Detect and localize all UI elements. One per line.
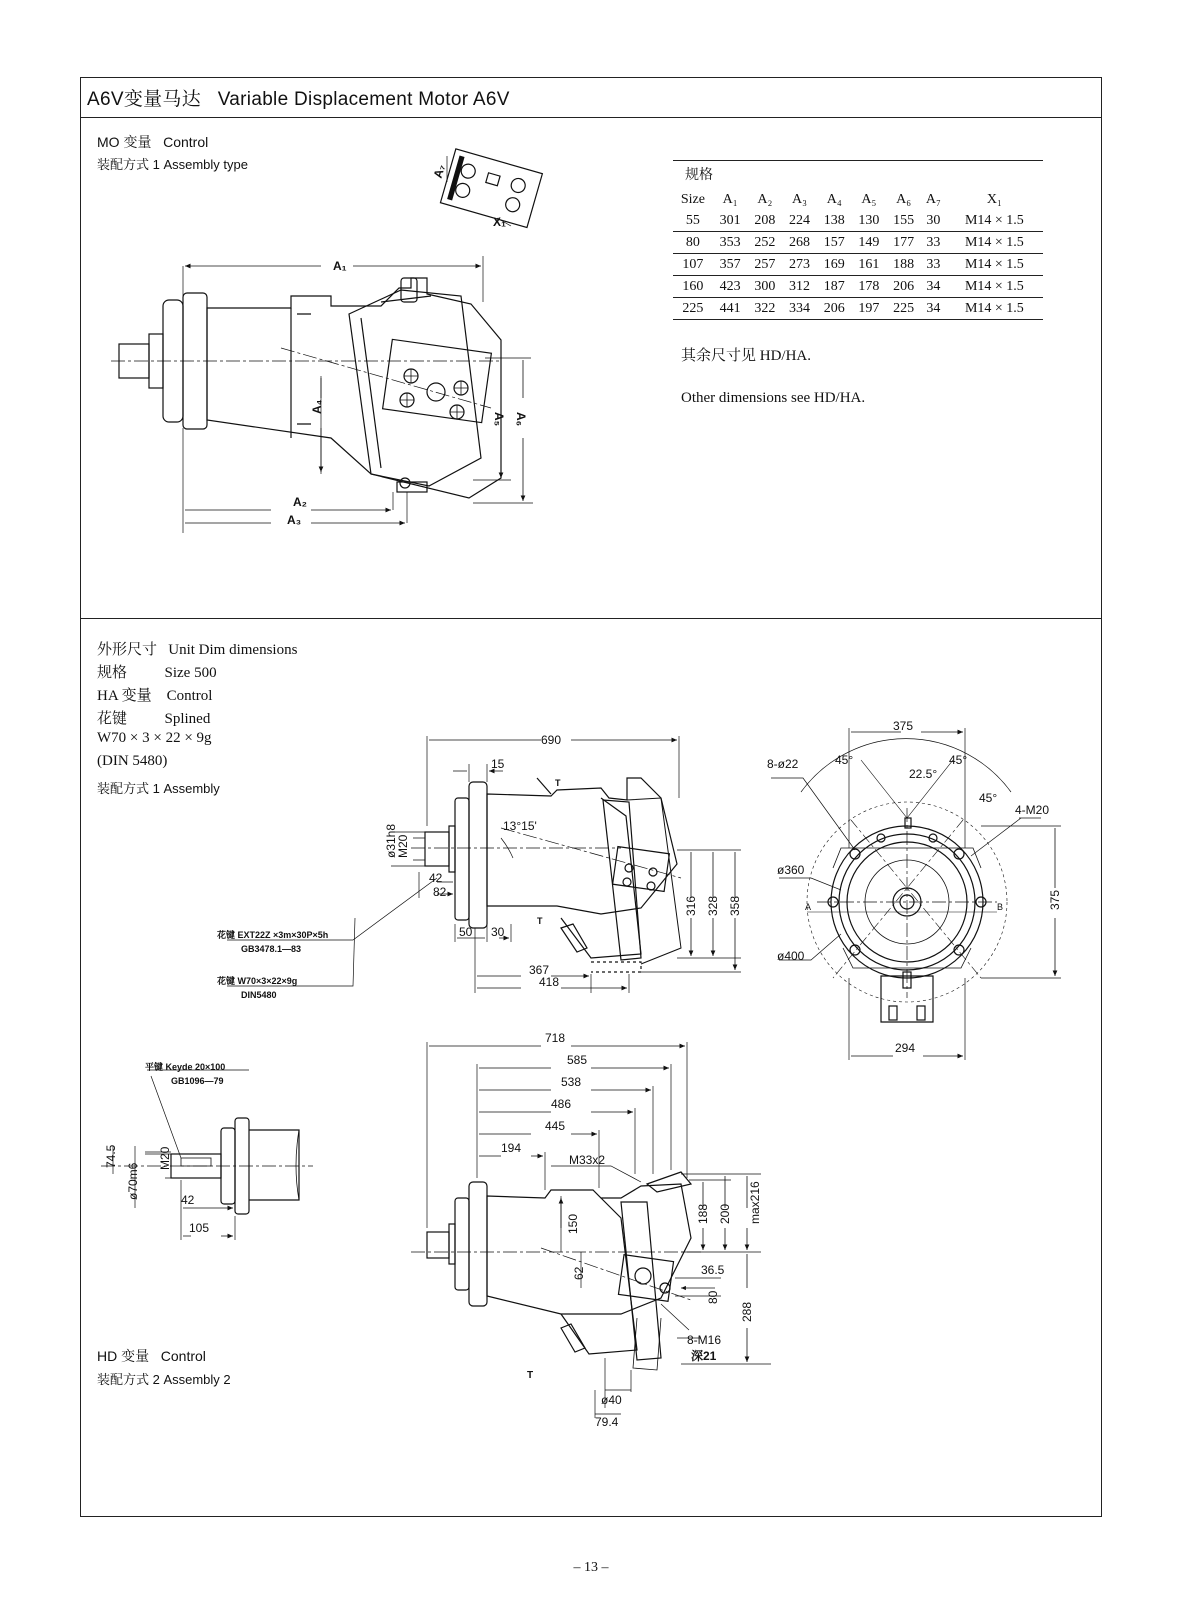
hd-motor-drawing xyxy=(411,1042,771,1418)
cell: 149 xyxy=(852,232,887,254)
hd-assembly-label: 装配方式 2 Assembly 2 xyxy=(97,1372,231,1387)
din-label: (DIN 5480) xyxy=(97,753,168,769)
spline-note-std: DIN5480 xyxy=(241,990,277,1000)
cell: 334 xyxy=(782,298,817,320)
cell: 197 xyxy=(852,298,887,320)
dim-375-top: 375 xyxy=(893,719,914,733)
cell: 33 xyxy=(921,232,946,254)
dim-80: 80 xyxy=(706,1290,720,1304)
dim-42: 42 xyxy=(429,871,443,885)
table-caption: 规格 xyxy=(685,168,713,183)
angle-45: 45° xyxy=(835,753,854,767)
dim-phi40: ø40 xyxy=(601,1393,622,1407)
dim-a7: A₇ xyxy=(430,162,448,180)
dim-phi360: ø360 xyxy=(777,863,805,877)
cell: 34 xyxy=(921,276,946,298)
note-cn: 其余尺寸见 HD/HA. xyxy=(681,348,811,364)
ha-motor-drawing xyxy=(227,736,741,993)
cell: 161 xyxy=(852,254,887,276)
depth-label: 深21 xyxy=(691,1349,717,1363)
cell: 107 xyxy=(673,254,713,276)
dim-690: 690 xyxy=(541,733,562,747)
page-frame xyxy=(80,77,1102,1517)
dim-418: 418 xyxy=(539,975,560,989)
thread-m33: M33x2 xyxy=(569,1153,606,1167)
dim-718: 718 xyxy=(545,1031,566,1045)
dim-194: 194 xyxy=(501,1141,522,1155)
page-title: A6V变量马达 Variable Displacement Motor A6V xyxy=(87,89,510,110)
angle-45: 45° xyxy=(979,791,998,805)
dim-a4: A₄ xyxy=(310,399,324,414)
cell: M14 × 1.5 xyxy=(946,232,1043,254)
header-cell: A₄ xyxy=(826,192,842,207)
cell: 273 xyxy=(782,254,817,276)
cell: 224 xyxy=(782,210,817,232)
dim-max216: max216 xyxy=(748,1181,762,1224)
cell: 312 xyxy=(782,276,817,298)
cell: 169 xyxy=(817,254,852,276)
thread-m16: 8-M16 xyxy=(687,1333,722,1347)
cell: 155 xyxy=(886,210,921,232)
cell: 268 xyxy=(782,232,817,254)
header-cell: A₁ xyxy=(722,192,738,207)
hd-control-label: HD 变量 Control xyxy=(97,1348,206,1364)
dim-a6: A₆ xyxy=(514,412,528,427)
dim-a5: A₅ xyxy=(492,412,506,427)
header-cell: X₁ xyxy=(986,192,1002,207)
assembly1-label: 装配方式 1 Assembly xyxy=(97,781,220,796)
cell: 33 xyxy=(921,254,946,276)
cell: 322 xyxy=(748,298,783,320)
header-cell: A₇ xyxy=(925,192,941,207)
dim-36-5: 36.5 xyxy=(701,1263,725,1277)
cell: 225 xyxy=(886,298,921,320)
key-std-label: GB1096—79 xyxy=(171,1076,224,1086)
size-label: 规格 Size 500 xyxy=(97,665,217,681)
page-number: – 13 – xyxy=(573,1560,609,1575)
cell: 441 xyxy=(713,298,748,320)
dim-294: 294 xyxy=(895,1041,916,1055)
dim-150: 150 xyxy=(566,1213,580,1234)
dim-288: 288 xyxy=(740,1301,754,1322)
dim-30: 30 xyxy=(491,925,505,939)
cell: M14 × 1.5 xyxy=(946,298,1043,320)
cell: 353 xyxy=(713,232,748,254)
header-cell: Size xyxy=(680,192,705,207)
cell: 225 xyxy=(673,298,713,320)
dim-486: 486 xyxy=(551,1097,572,1111)
dim-105: 105 xyxy=(189,1221,210,1235)
header-cell: A₃ xyxy=(792,192,808,207)
dim-a1: A₁ xyxy=(333,259,347,273)
dim-m20: M20 xyxy=(396,834,410,858)
mo-control-label: MO 变量 Control xyxy=(97,134,209,150)
cell: 357 xyxy=(713,254,748,276)
dim-15: 15 xyxy=(491,757,505,771)
cell: 30 xyxy=(921,210,946,232)
spline-note: 花键 EXT22Z ×3m×30P×5h xyxy=(217,930,329,940)
spline-spec: W70 × 3 × 22 × 9g xyxy=(97,730,212,746)
cell: 138 xyxy=(817,210,852,232)
technical-drawings xyxy=(81,78,1103,1518)
cell: 177 xyxy=(886,232,921,254)
dim-x1: X₁ xyxy=(493,215,506,229)
mo-motor-drawing xyxy=(111,149,542,533)
dim-82: 82 xyxy=(433,885,447,899)
dim-585: 585 xyxy=(567,1053,588,1067)
cell: 130 xyxy=(852,210,887,232)
dim-a3: A₃ xyxy=(287,513,302,527)
threads-label: 4-M20 xyxy=(1015,803,1050,817)
port-t-label: T xyxy=(527,1370,534,1381)
cell: 206 xyxy=(817,298,852,320)
ha-control-label: HA 变量 Control xyxy=(97,688,213,704)
dim-328: 328 xyxy=(706,895,720,916)
cell: 423 xyxy=(713,276,748,298)
cell: 178 xyxy=(852,276,887,298)
key-label: 平键 Keyde 20×100 xyxy=(145,1062,226,1072)
cell: 300 xyxy=(748,276,783,298)
cell: M14 × 1.5 xyxy=(946,276,1043,298)
spline-note: 花键 W70×3×22×9g xyxy=(217,976,298,986)
dim-367: 367 xyxy=(529,963,550,977)
dim-m20: M20 xyxy=(158,1146,172,1170)
cell: 301 xyxy=(713,210,748,232)
spline-note-std: GB3478.1—83 xyxy=(241,944,302,954)
dim-angle: 13°15' xyxy=(503,819,537,833)
port-t-label: T xyxy=(537,916,543,926)
dim-phi70: ø70m6 xyxy=(126,1162,140,1200)
dim-phi400: ø400 xyxy=(777,949,805,963)
dim-188: 188 xyxy=(696,1203,710,1224)
dim-a2: A₂ xyxy=(293,495,307,509)
section-a-label: A xyxy=(805,902,812,912)
cell: 187 xyxy=(817,276,852,298)
dim-74-5: 74.5 xyxy=(104,1144,118,1168)
cell: M14 × 1.5 xyxy=(946,254,1043,276)
header-cell: A₂ xyxy=(757,192,773,207)
dim-62: 62 xyxy=(572,1266,586,1280)
cell: 257 xyxy=(748,254,783,276)
angle-22-5: 22.5° xyxy=(909,767,938,781)
cell: 252 xyxy=(748,232,783,254)
note-en: Other dimensions see HD/HA. xyxy=(681,390,866,406)
splined-label: 花键 Splined xyxy=(97,711,211,727)
cell: 34 xyxy=(921,298,946,320)
dim-79-4: 79.4 xyxy=(595,1415,619,1429)
header-cell: A₅ xyxy=(861,192,877,207)
holes-label: 8-ø22 xyxy=(767,757,799,771)
dim-label: 外形尺寸 Unit Dim dimensions xyxy=(97,642,298,658)
cell: 55 xyxy=(673,210,713,232)
port-t-label: T xyxy=(555,778,561,788)
keyed-shaft-drawing xyxy=(101,1070,313,1240)
cell: 208 xyxy=(748,210,783,232)
dim-445: 445 xyxy=(545,1119,566,1133)
cell: 157 xyxy=(817,232,852,254)
dim-316: 316 xyxy=(684,895,698,916)
dim-50: 50 xyxy=(459,925,473,939)
dim-200: 200 xyxy=(718,1203,732,1224)
cell: 188 xyxy=(886,254,921,276)
mo-assembly-label: 装配方式 1 Assembly type xyxy=(97,157,248,172)
dim-phi31: ø31h8 xyxy=(384,823,398,858)
cell: M14 × 1.5 xyxy=(946,210,1043,232)
header-cell: A₆ xyxy=(896,192,912,207)
dim-538: 538 xyxy=(561,1075,582,1089)
angle-45: 45° xyxy=(949,753,968,767)
cell: 206 xyxy=(886,276,921,298)
dim-42: 42 xyxy=(181,1193,195,1207)
dim-375-right: 375 xyxy=(1048,889,1062,910)
cell: 160 xyxy=(673,276,713,298)
dim-358: 358 xyxy=(728,895,742,916)
section-b-label: B xyxy=(997,902,1004,912)
cell: 80 xyxy=(673,232,713,254)
